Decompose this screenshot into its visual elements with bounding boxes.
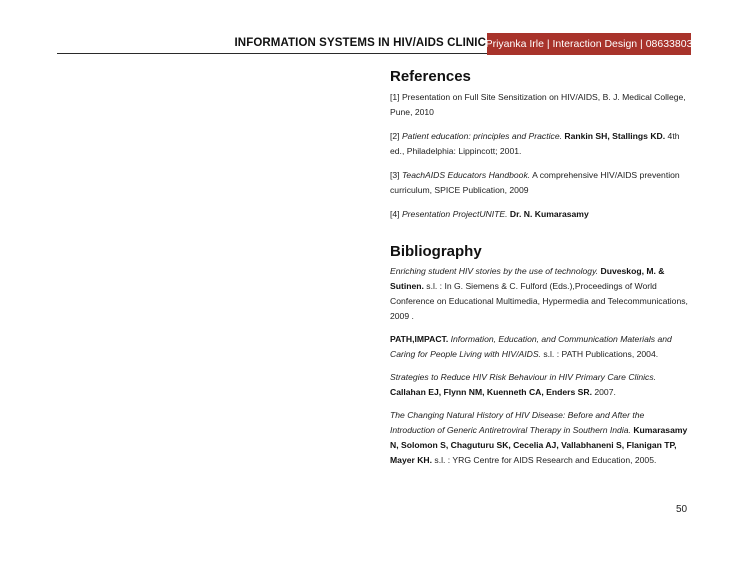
- bibliography-title: Information, Education, and Communication Materials and Caring for People Living with HIV/AIDS.: [390, 334, 672, 359]
- references-heading: References: [390, 68, 471, 85]
- bibliography-title: The Changing Natural History of HIV Disease: Before and After the Introduction of Generic Antiretroviral Therapy in Southern India.: [390, 410, 645, 435]
- bibliography-entry: [390, 408, 690, 468]
- bibliography-authors: PATH,IMPACT.: [390, 334, 449, 344]
- reference-title: TeachAIDS Educators Handbook.: [401, 170, 531, 180]
- bibliography-entry: [390, 370, 690, 400]
- reference-details: A comprehensive HIV/AIDS prevention curriculum, SPICE Publication, 2009: [390, 170, 680, 195]
- bibliography-details: s.l. : PATH Publications, 2004.: [540, 349, 659, 359]
- reference-entry: [390, 207, 690, 222]
- bibliography-details: s.l. : In G. Siemens & C. Fulford (Eds.),Proceedings of World Conference on Educational Multimedia, Hypermedia and Telecommunications, 2009 .: [390, 281, 688, 321]
- reference-number: [3]: [390, 170, 402, 180]
- bibliography-authors: Callahan EJ, Flynn NM, Kuenneth CA, Enders SR.: [390, 387, 592, 397]
- bibliography-title: Strategies to Reduce HIV Risk Behaviour in HIV Primary Care Clinics.: [390, 372, 657, 382]
- author-badge: Priyanka Irle | Interaction Design | 08633803: [487, 33, 691, 55]
- bibliography-authors: Duveskog, M. & Sutinen.: [390, 266, 665, 291]
- bibliography-list: [390, 264, 690, 468]
- reference-entry: [390, 90, 690, 120]
- reference-details: 4th ed., Philadelphia: Lippincott; 2001.: [390, 131, 680, 156]
- bibliography-entry: [390, 332, 690, 362]
- reference-title: Presentation ProjectUNITE.: [401, 209, 508, 219]
- bibliography-heading: Bibliography: [390, 243, 482, 260]
- bibliography-entry: [390, 264, 690, 324]
- bibliography-title: Enriching student HIV stories by the use of technology.: [390, 266, 599, 276]
- reference-text: [1] Presentation on Full Site Sensitization on HIV/AIDS, B. J. Medical College, Pune, 2010: [390, 92, 686, 117]
- reference-authors: Dr. N. Kumarasamy: [509, 209, 589, 219]
- reference-number: [2]: [390, 131, 402, 141]
- references-list: [390, 90, 690, 222]
- reference-title: Patient education: principles and Practice.: [401, 131, 562, 141]
- bibliography-details: 2007.: [591, 387, 616, 397]
- bibliography-authors: Kumarasamy N, Solomon S, Chaguturu SK, Cecelia AJ, Vallabhaneni S, Flanigan TP, Mayer KH.: [390, 425, 688, 465]
- page-number: 50: [676, 504, 688, 515]
- document-title: INFORMATION SYSTEMS IN HIV/AIDS CLINIC: [234, 37, 486, 49]
- reference-entry: [390, 168, 690, 198]
- bibliography-details: s.l. : YRG Centre for AIDS Research and Education, 2005.: [432, 455, 657, 465]
- main-content: [390, 68, 690, 476]
- reference-authors: Rankin SH, Stallings KD.: [564, 131, 666, 141]
- header-divider: [57, 53, 487, 54]
- reference-number: [4]: [390, 209, 402, 219]
- reference-entry: [390, 129, 690, 159]
